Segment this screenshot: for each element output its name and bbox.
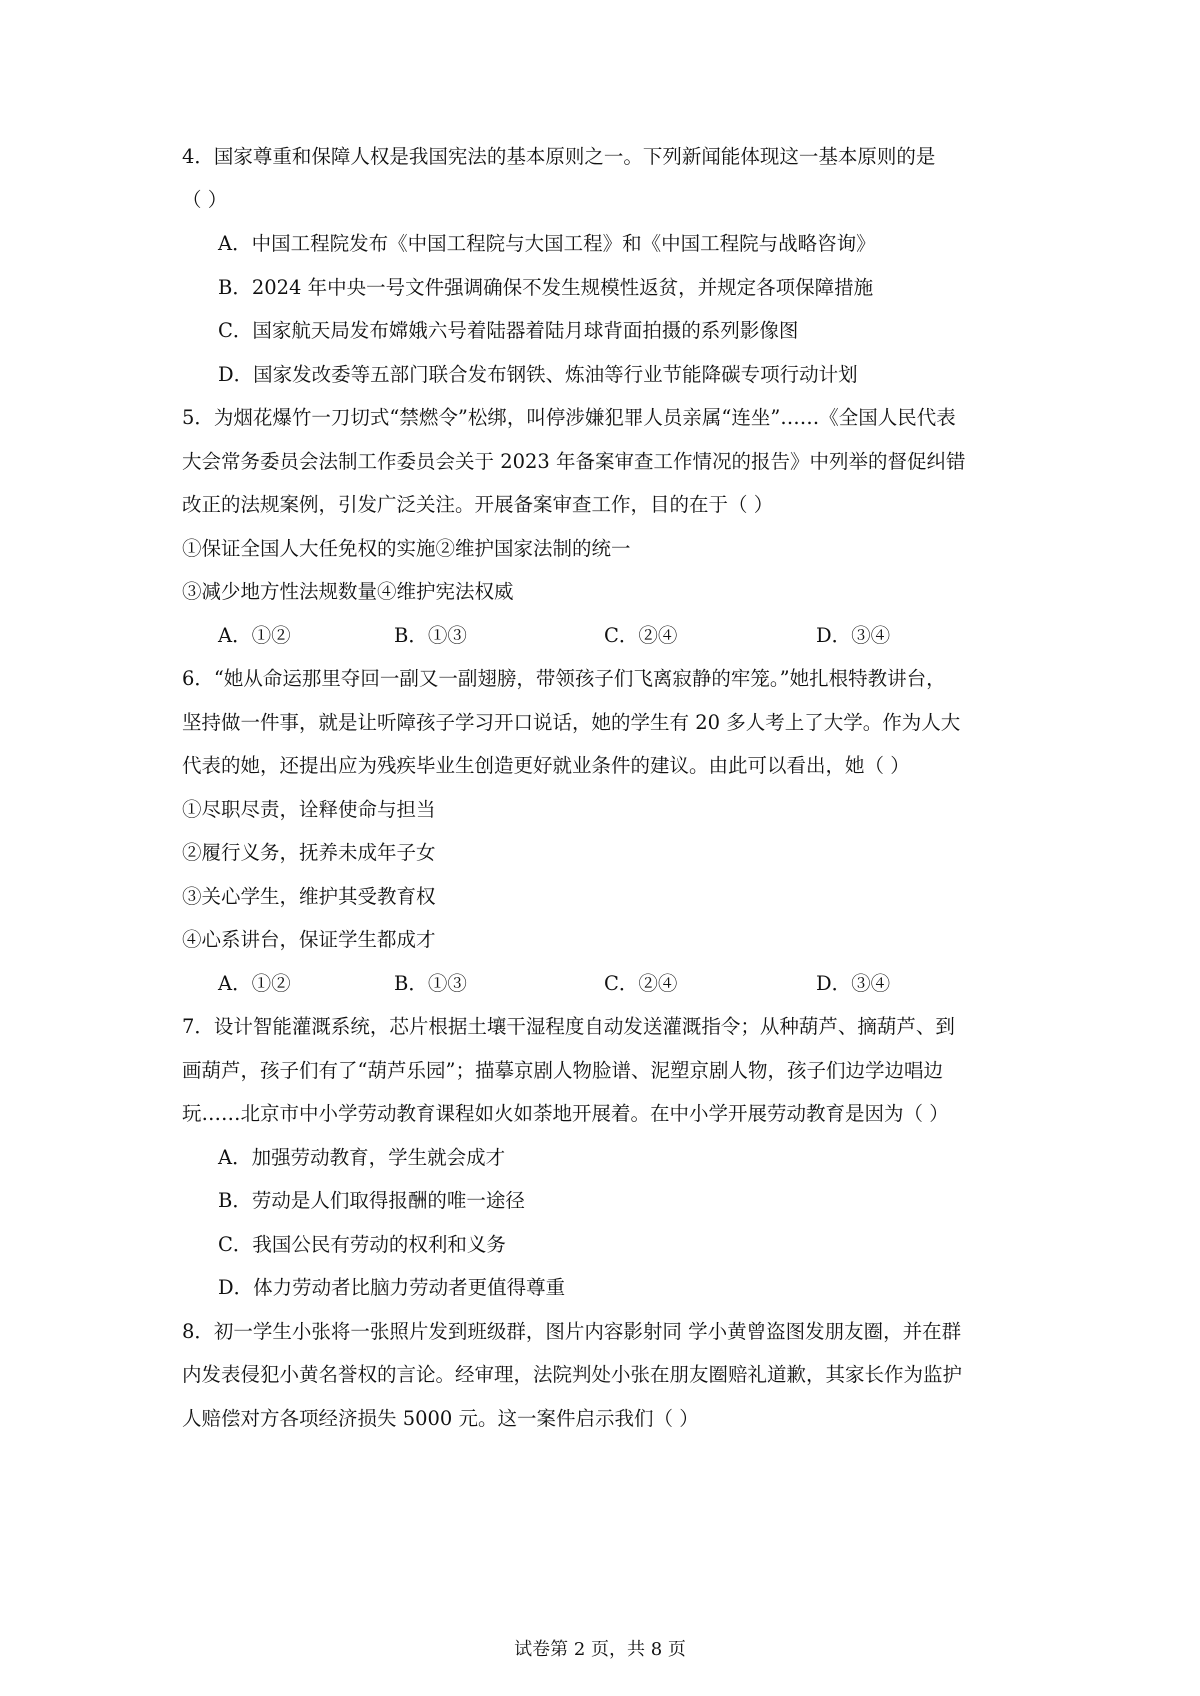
q7-option-c: C．我国公民有劳动的权利和义务 (218, 1233, 506, 1256)
q6-stem-line-3: 代表的她，还提出应为残疾毕业生创造更好就业条件的建议。由此可以看出，她（ ） (182, 754, 910, 777)
q8-stem-line-1: 8．初一学生小张将一张照片发到班级群，图片内容影射同 学小黄曾盗图发朋友圈，并在群 (182, 1320, 962, 1343)
q7-stem-line-3: 玩……北京市中小学劳动教育课程如火如荼地开展着。在中小学开展劳动教育是因为（ ） (182, 1102, 949, 1125)
q5-stem-line-2: 大会常务委员会法制工作委员会关于 2023 年备案审查工作情况的报告》中列举的督促纠错 (182, 450, 966, 473)
q5-stem-line-3: 改正的法规案例，引发广泛关注。开展备案审查工作，目的在于（ ） (182, 493, 774, 516)
q6-choice-b: B．①③ (394, 972, 467, 995)
q6-statement-3: ③关心学生，维护其受教育权 (182, 885, 436, 908)
q5-statement-1: ①保证全国人大任免权的实施②维护国家法制的统一 (182, 537, 631, 560)
q6-choice-c: C．②④ (604, 972, 678, 995)
q5-statement-2: ③减少地方性法规数量④维护宪法权威 (182, 580, 514, 603)
q7-option-a: A．加强劳动教育，学生就会成才 (218, 1146, 506, 1169)
q6-statement-4: ④心系讲台，保证学生都成才 (182, 928, 436, 951)
q6-statement-1: ①尽职尽责，诠释使命与担当 (182, 798, 436, 821)
q5-choice-b: B．①③ (394, 624, 467, 647)
q4-stem-line-2: （ ） (182, 188, 228, 211)
q7-option-b: B．劳动是人们取得报酬的唯一途径 (218, 1189, 525, 1212)
q8-stem-line-2: 内发表侵犯小黄名誉权的言论。经审理，法院判处小张在朋友圈赔礼道歉，其家长作为监护 (182, 1363, 963, 1386)
q7-stem-line-1: 7．设计智能灌溉系统，芯片根据土壤干湿程度自动发送灌溉指令；从种葫芦、摘葫芦、到 (182, 1015, 955, 1038)
q6-choice-d: D．③④ (816, 972, 891, 995)
q8-stem-line-3: 人赔偿对方各项经济损失 5000 元。这一案件启示我们（ ） (182, 1407, 699, 1430)
q4-option-c: C．国家航天局发布嫦娥六号着陆器着陆月球背面拍摄的系列影像图 (218, 319, 799, 342)
q4-option-d: D．国家发改委等五部门联合发布钢铁、炼油等行业节能降碳专项行动计划 (218, 363, 858, 386)
q6-statement-2: ②履行义务，抚养未成年子女 (182, 841, 436, 864)
q4-option-a: A．中国工程院发布《中国工程院与大国工程》和《中国工程院与战略咨询》 (218, 232, 876, 255)
q4-stem-line-1: 4．国家尊重和保障人权是我国宪法的基本原则之一。下列新闻能体现这一基本原则的是 (182, 145, 936, 168)
q5-stem-line-1: 5．为烟花爆竹一刀切式“禁燃令”松绑，叫停涉嫌犯罪人员亲属“连坐”……《全国人民代表 (182, 406, 956, 429)
q5-choice-d: D．③④ (816, 624, 891, 647)
page-footer: 试卷第 2 页，共 8 页 (514, 1639, 686, 1660)
q5-choice-c: C．②④ (604, 624, 678, 647)
q7-stem-line-2: 画葫芦，孩子们有了“葫芦乐园”；描摹京剧人物脸谱、泥塑京剧人物，孩子们边学边唱边 (182, 1059, 943, 1082)
q6-choice-a: A．①② (218, 972, 291, 995)
q5-choice-a: A．①② (218, 624, 291, 647)
q4-option-b: B．2024 年中央一号文件强调确保不发生规模性返贫，并规定各项保障措施 (218, 276, 874, 299)
q6-stem-line-2: 坚持做一件事，就是让听障孩子学习开口说话，她的学生有 20 多人考上了大学。作为人大 (182, 711, 961, 734)
q7-option-d: D．体力劳动者比脑力劳动者更值得尊重 (218, 1276, 566, 1299)
q6-stem-line-1: 6．“她从命运那里夺回一副又一副翅膀，带领孩子们飞离寂静的牢笼。”她扎根特教讲台， (182, 667, 946, 690)
